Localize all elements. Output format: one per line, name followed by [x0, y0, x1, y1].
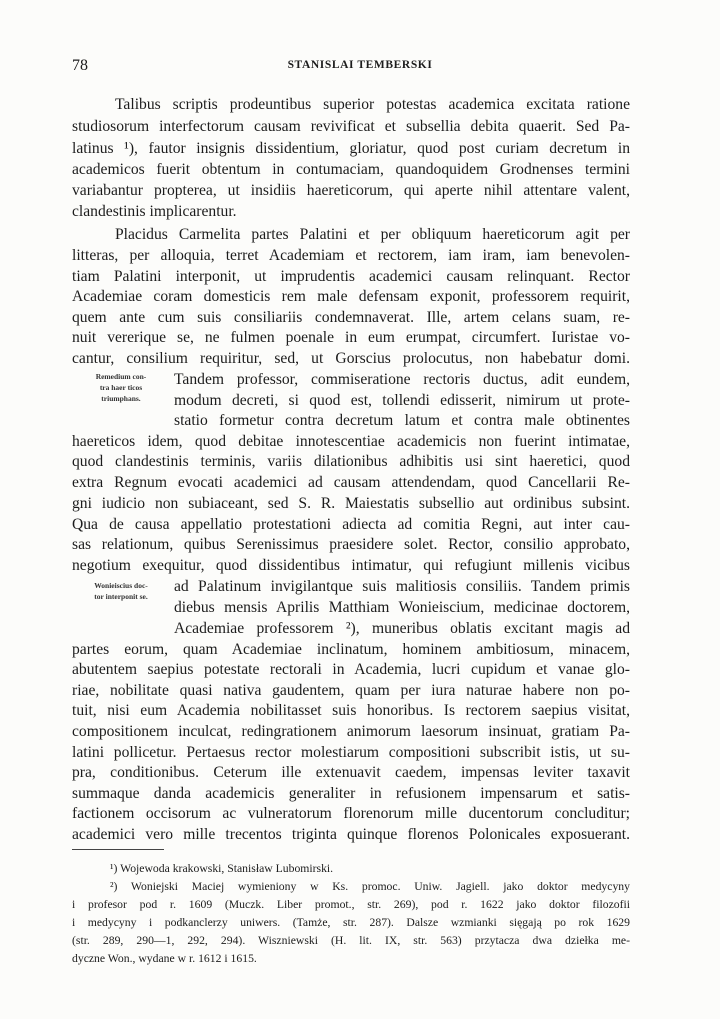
text-line: partes eorum, quam Academiae inclinatum, hominem ambitiosum, minacem,: [72, 641, 630, 658]
text-line: litteras, per alloquia, terret Academiam et rectorem, iam iram, iam benevolen-: [72, 247, 630, 264]
text-line: sas relationum, quibus Serenissimus praesidere solet. Rector, consilio approbato,: [72, 536, 630, 553]
text-line: academici vero mille trecentos triginta quinque florenos Polonicales exposuerant.: [72, 826, 630, 843]
text-line: quem ante cum suis consiliariis condemnaverat. Ille, artem celans suam, re-: [72, 309, 630, 326]
text-line: modum decreti, si quod est, tollendi edisserit, nimirum ut prote-: [174, 392, 630, 409]
footnote-separator: [72, 849, 164, 850]
text-line: Qua de causa appellatio protestationi adiecta ad comitia Regni, aut inter cau-: [72, 516, 630, 533]
text-line: factionem occisorum ac vulneratorum florenorum mille ducentorum concluditur;: [72, 805, 630, 822]
marginal-note-line: triumphans.: [101, 394, 141, 403]
marginal-note-line: tra haer ticos: [99, 383, 143, 392]
marginal-note-line: Remedium con-: [95, 372, 147, 381]
text-line: statio formetur contra decretum latum et contra male obtinentes: [174, 412, 630, 429]
text-line: Academiae coram domesticis rem male defensam exponit, professorem requirit,: [72, 288, 630, 305]
marginal-note-line: tor interponit se.: [94, 592, 148, 601]
text-line: studiosorum interfectorum causam revivificat et subsellia debita quaerit. Sed Pa-: [72, 118, 630, 135]
text-line: compositionem inculcat, redingrationem animorum laesorum insinuat, gratiam Pa-: [72, 723, 630, 740]
text-line: diebus mensis Aprilis Matthiam Wonieiscium, medicinae doctorem,: [174, 599, 630, 616]
text-line: gni iudicio non subiaceant, sed S. R. Maiestatis subsellio aut ordinibus subsint.: [72, 495, 630, 512]
page-number: 78: [72, 57, 88, 74]
text-line: Tandem professor, commiseratione rectoris ductus, adit eundem,: [174, 371, 630, 388]
text-line: ad Palatinum invigilantque suis malitiosis consiliis. Tandem primis: [174, 578, 630, 595]
text-line: Placidus Carmelita partes Palatini et per obliquum haereticorum agit per: [115, 226, 630, 243]
text-line: negotium exequitur, quod dissidentibus intimatur, qui refugiunt millenis vicibus: [72, 557, 630, 574]
running-title: STANISLAI TEMBERSKI: [287, 59, 433, 71]
text-line: abutentem saepius potestate rectorali in Academia, lucri cupidum et vanae glo-: [72, 661, 630, 678]
marginal-note-line: Wonieiscius doc-: [94, 581, 148, 590]
footnote-line: dyczne Won., wydane w r. 1612 i 1615.: [72, 952, 257, 965]
text-line: Talibus scriptis prodeuntibus superior potestas academica excitata ratione: [115, 96, 630, 113]
footnote-line: i profesor pod r. 1609 (Muczk. Liber promot., str. 269), pod r. 1622 jako doktor filozofii: [72, 898, 630, 911]
text-line: latini pollicetur. Pertaesus rector molestiarum compositioni subscribit istis, ut su-: [72, 744, 630, 761]
text-line: clandestinis implicarentur.: [72, 203, 237, 220]
text-line: haereticos idem, quod debitae innotescentiae academicis non fuerint intimatae,: [72, 433, 630, 450]
text-line: Academiae professorem ²), muneribus oblatis excitant magis ad: [174, 620, 630, 637]
text-line: quod clandestinis terminis, variis dilationibus adhibitis usi sint haeretici, quod: [72, 453, 630, 470]
footnote-line: ¹) Wojewoda krakowski, Stanisław Lubomirski.: [110, 862, 334, 875]
marginal-note: [72, 371, 170, 404]
footnote-line: i medycyny i podkanclerzy uniwers. (Tamże, str. 287). Dalsze wzmianki sięgają po rok 1629: [72, 916, 630, 929]
text-line: cantur, consilium requiritur, sed, ut Gorscius prolocutus, non habebatur domi.: [72, 350, 630, 367]
footnote-line: ²) Woniejski Maciej wymieniony w Ks. promoc. Uniw. Jagiell. jako doktor medycyny: [110, 880, 630, 893]
text-line: riae, nobilitate quasi nativa gaudentem, quam per iura naturae habere non po-: [72, 682, 630, 699]
text-line: nuit vererique se, ne fulmen poenale in eum erumpat, circumfert. Iuristae vo-: [72, 329, 630, 346]
text-line: academicos fuerit obtentum in contumaciam, quandoquidem Grodnenses termini: [72, 161, 630, 178]
text-line: summaque danda academicis generaliter in refusionem impensarum et satis-: [72, 785, 630, 802]
text-line: variabantur propterea, ut insidiis haereticorum, qui aperte nihil attentare valent,: [72, 182, 630, 199]
text-line: tuit, nisi eum Academia nobilitasset suis honoribus. Is rectorem saepius visitat,: [72, 702, 630, 719]
marginal-note: [72, 580, 170, 602]
text-line: extra Regnum evocati academici ad causam attendendam, quod Cancellarii Re-: [72, 474, 630, 491]
text-line: latinus ¹), fautor insignis dissidentium, gloriatur, quod post curiam decretum in: [72, 140, 630, 157]
text-line: pra, conditionibus. Ceterum ille extenuavit caedem, impensas leviter taxavit: [72, 764, 630, 781]
text-line: tiam Palatini interponit, ut imprudentis academici causam relinquant. Rector: [72, 268, 630, 285]
footnote-line: (str. 289, 290—1, 292, 294). Wiszniewski (H. lit. IX, str. 563) przytacza dwa dziełka me-: [72, 934, 630, 947]
